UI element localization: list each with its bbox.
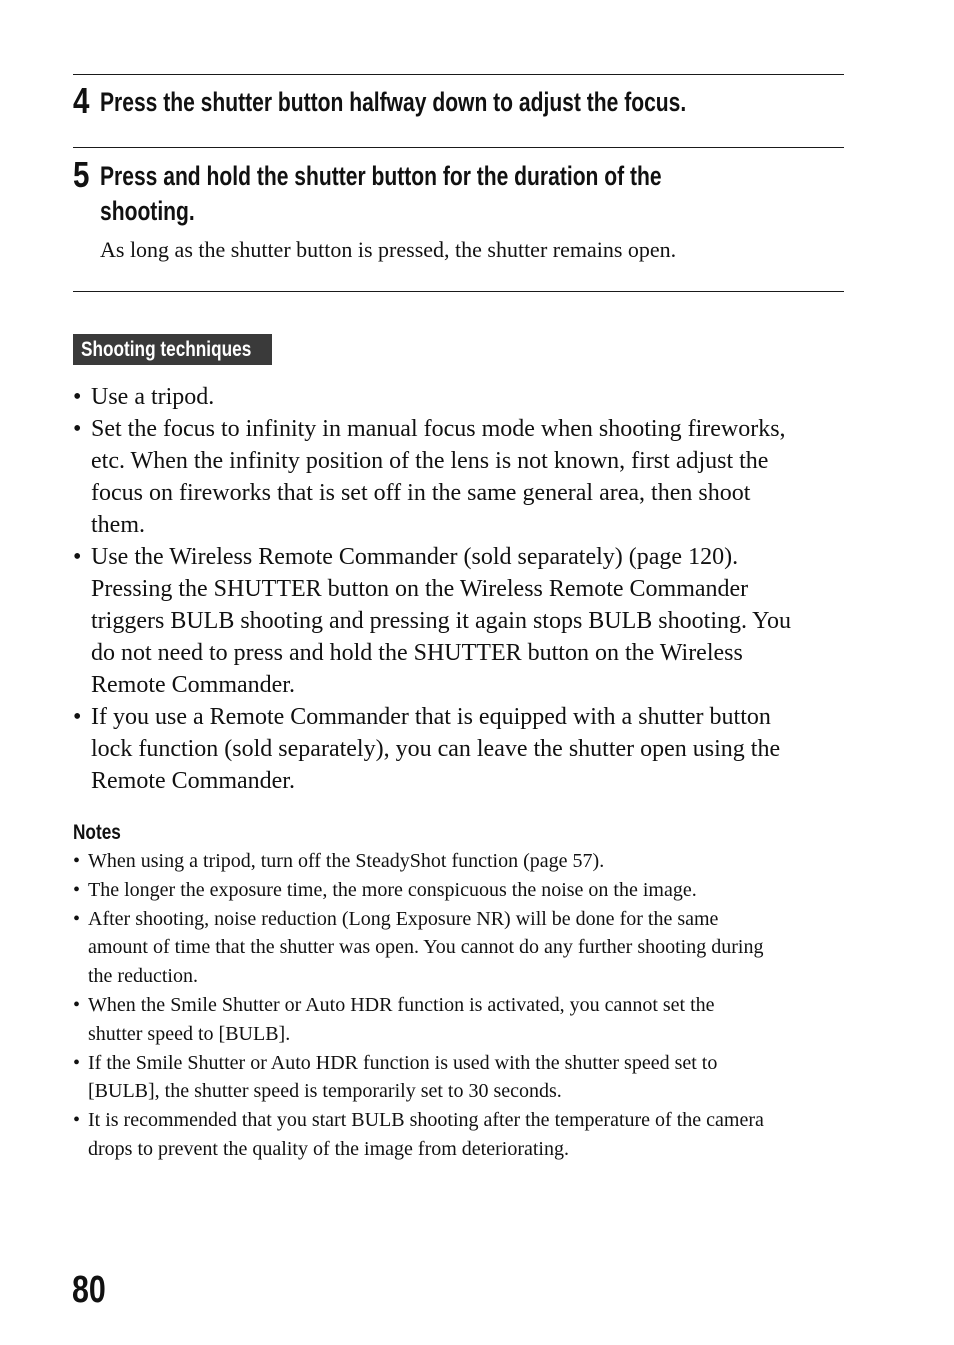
divider-step-5 — [73, 147, 844, 148]
list-item-line: If you use a Remote Commander that is equipped with a shutter button — [91, 704, 771, 730]
list-item-line: etc. When the infinity position of the lens is not known, first adjust the — [91, 448, 769, 474]
bullet-icon: • — [73, 704, 82, 730]
bullet-icon: • — [73, 878, 81, 901]
bullet-icon: • — [73, 1051, 81, 1074]
section-label-shooting-techniques — [73, 334, 272, 365]
list-item-line: drops to prevent the quality of the image from deteriorating. — [88, 1137, 569, 1160]
step-number: 4 — [73, 80, 90, 121]
step-number: 5 — [73, 154, 90, 195]
list-item — [73, 701, 848, 797]
list-item — [73, 1049, 848, 1107]
step-4 — [73, 80, 844, 123]
list-item-line: When the Smile Shutter or Auto HDR function is activated, you cannot set the — [88, 993, 715, 1016]
list-item — [73, 905, 848, 991]
list-item — [73, 1106, 848, 1164]
list-item-line: Remote Commander. — [91, 768, 295, 794]
step-title-line-2: shooting. — [100, 196, 195, 226]
section-label-text: Shooting techniques — [81, 338, 252, 361]
list-item — [73, 847, 848, 876]
divider-top — [73, 74, 844, 75]
list-item-line: Use a tripod. — [91, 384, 215, 410]
page-number: 80 — [72, 1269, 106, 1311]
bullet-icon: • — [73, 1109, 81, 1132]
bullet-icon: • — [73, 907, 81, 930]
list-item-line: The longer the exposure time, the more conspicuous the noise on the image. — [88, 878, 697, 901]
list-item-line: focus on fireworks that is set off in the same general area, then shoot — [91, 480, 751, 506]
bullet-icon: • — [73, 993, 81, 1016]
list-item-line: It is recommended that you start BULB shooting after the temperature of the camera — [88, 1109, 764, 1132]
list-item-line: the reduction. — [88, 965, 198, 988]
notes-heading: Notes — [73, 821, 121, 844]
step-description: As long as the shutter button is pressed, the shutter remains open. — [100, 237, 677, 262]
list-item-line: Pressing the SHUTTER button on the Wireless Remote Commander — [91, 576, 749, 602]
list-item-line: Remote Commander. — [91, 672, 295, 698]
step-5 — [73, 154, 844, 267]
techniques-list — [73, 381, 848, 797]
list-item — [73, 876, 848, 905]
list-item-line: Set the focus to infinity in manual focus mode when shooting fireworks, — [91, 416, 786, 442]
list-item-line: If the Smile Shutter or Auto HDR function is used with the shutter speed set to — [88, 1051, 718, 1074]
list-item-line: After shooting, noise reduction (Long Exposure NR) will be done for the same — [88, 907, 719, 930]
list-item-line: shutter speed to [BULB]. — [88, 1022, 291, 1045]
list-item-line: When using a tripod, turn off the SteadyShot function (page 57). — [88, 850, 605, 872]
list-item-line: [BULB], the shutter speed is temporarily set to 30 seconds. — [88, 1080, 562, 1103]
list-item-line: do not need to press and hold the SHUTTER button on the Wireless — [91, 640, 743, 666]
list-item-line: lock function (sold separately), you can leave the shutter open using the — [91, 736, 781, 762]
list-item-line: them. — [91, 512, 145, 538]
notes-list — [73, 847, 848, 1164]
step-title: Press the shutter button halfway down to adjust the focus. — [100, 87, 687, 117]
list-item — [73, 541, 848, 701]
bullet-icon: • — [73, 384, 82, 410]
bullet-icon: • — [73, 850, 81, 872]
bullet-icon: • — [73, 416, 82, 442]
step-title-line-1: Press and hold the shutter button for the duration of the — [100, 161, 662, 191]
list-item — [73, 991, 848, 1049]
list-item-line: Use the Wireless Remote Commander (sold separately) (page 120). — [91, 544, 739, 570]
bullet-icon: • — [73, 544, 82, 570]
list-item — [73, 381, 848, 413]
list-item — [73, 413, 848, 541]
divider-steps-end — [73, 291, 844, 292]
list-item-line: amount of time that the shutter was open. You cannot do any further shooting during — [88, 936, 764, 959]
list-item-line: triggers BULB shooting and pressing it again stops BULB shooting. You — [91, 608, 792, 634]
